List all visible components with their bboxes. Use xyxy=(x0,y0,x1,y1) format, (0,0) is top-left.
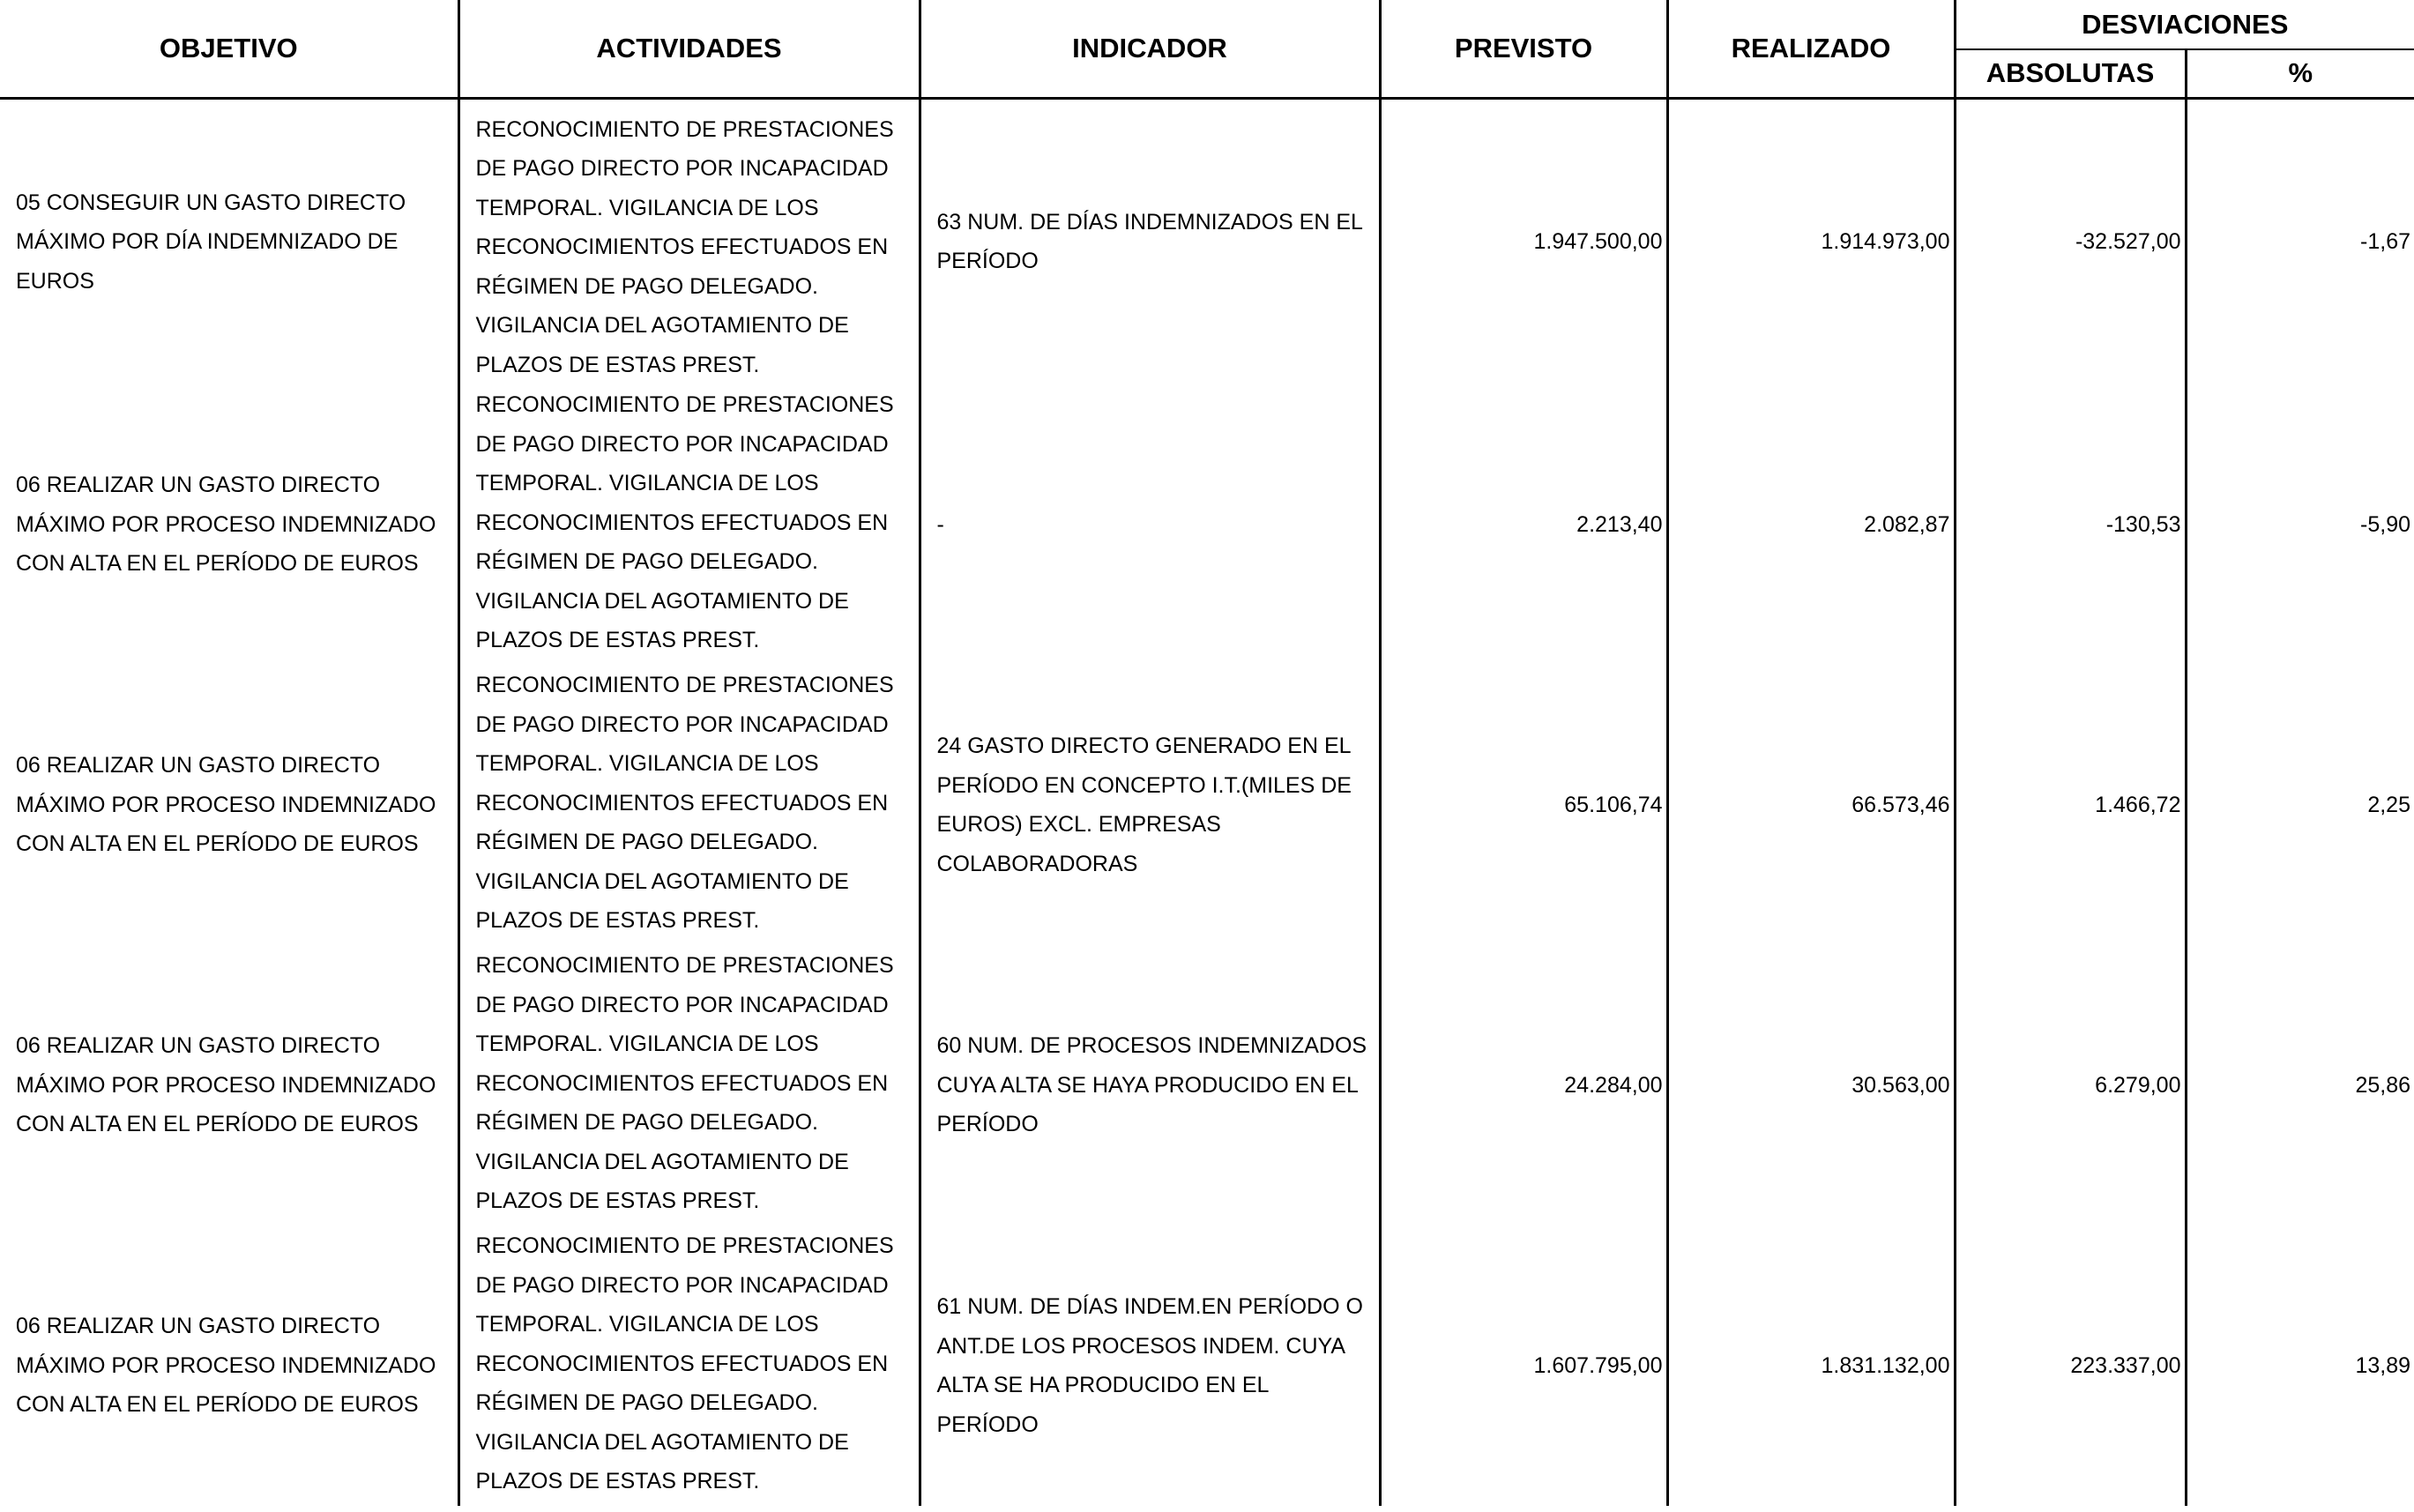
cell-objetivo-line: 05 CONSEGUIR UN GASTO DIRECTO xyxy=(16,190,406,215)
cell-objetivo-line: CON ALTA EN EL PERÍODO DE EUROS xyxy=(16,831,419,857)
cell-previsto: 65.106,74 xyxy=(1380,665,1667,945)
cell-absolutas: 6.279,00 xyxy=(1955,945,2186,1225)
cell-actividades-line: DE PAGO DIRECTO POR INCAPACIDAD xyxy=(475,156,889,181)
cell-indicador-line: ALTA SE HA PRODUCIDO EN EL PERÍODO xyxy=(936,1373,1269,1437)
cell-actividades-line: TEMPORAL. VIGILANCIA DE LOS xyxy=(475,471,819,495)
cell-objetivo xyxy=(0,945,458,1225)
cell-realizado: 66.573,46 xyxy=(1667,665,1955,945)
cell-actividades-line: RÉGIMEN DE PAGO DELEGADO. xyxy=(475,830,819,854)
cell-actividades-line: VIGILANCIA DEL AGOTAMIENTO DE xyxy=(475,868,849,894)
cell-actividades-line: PLAZOS DE ESTAS PREST. xyxy=(475,908,760,933)
cell-indicador xyxy=(920,665,1380,945)
cell-previsto: 1.947.500,00 xyxy=(1380,98,1667,384)
table-row xyxy=(0,665,2414,945)
cell-actividades-line: PLAZOS DE ESTAS PREST. xyxy=(475,628,760,652)
table-body xyxy=(0,98,2414,1506)
cell-objetivo-line: 06 REALIZAR UN GASTO DIRECTO xyxy=(16,473,381,498)
cell-objetivo-line: CON ALTA EN EL PERÍODO DE EUROS xyxy=(16,551,419,577)
cell-indicador-line: EUROS) EXCL. EMPRESAS xyxy=(936,812,1221,837)
cell-actividades-line: RÉGIMEN DE PAGO DELEGADO. xyxy=(475,549,819,574)
header-actividades: ACTIVIDADES xyxy=(458,0,920,98)
cell-absolutas: 223.337,00 xyxy=(1955,1225,2186,1506)
cell-actividades-line: DE PAGO DIRECTO POR INCAPACIDAD xyxy=(475,431,889,457)
cell-actividades-line: TEMPORAL. VIGILANCIA DE LOS xyxy=(475,1312,819,1337)
cell-actividades-line: TEMPORAL. VIGILANCIA DE LOS xyxy=(475,195,819,220)
header-indicador: INDICADOR xyxy=(920,0,1380,98)
header-realizado: REALIZADO xyxy=(1667,0,1955,98)
table-row xyxy=(0,1225,2414,1506)
cell-realizado: 1.914.973,00 xyxy=(1667,98,1955,384)
cell-actividades-line: RECONOCIMIENTO DE PRESTACIONES xyxy=(475,1233,894,1258)
cell-actividades xyxy=(458,945,920,1225)
cell-indicador-line: PERÍODO EN CONCEPTO I.T.(MILES DE xyxy=(936,772,1352,798)
cell-actividades-line: RECONOCIMIENTO DE PRESTACIONES xyxy=(475,392,894,417)
cell-objetivo xyxy=(0,665,458,945)
cell-previsto: 2.213,40 xyxy=(1380,384,1667,665)
cell-actividades-line: RECONOCIMIENTOS EFECTUADOS EN xyxy=(475,1070,889,1096)
cell-indicador-line: 24 GASTO DIRECTO GENERADO EN EL xyxy=(936,734,1352,758)
cell-indicador-line: PERÍODO xyxy=(936,1112,1039,1137)
cell-actividades-line: DE PAGO DIRECTO POR INCAPACIDAD xyxy=(475,1272,889,1298)
header-absolutas: ABSOLUTAS xyxy=(1955,49,2186,98)
cell-actividades-line: VIGILANCIA DEL AGOTAMIENTO DE xyxy=(475,1429,849,1455)
cell-indicador-line: 60 NUM. DE PROCESOS INDEMNIZADOS xyxy=(936,1033,1367,1059)
cell-actividades-line: VIGILANCIA DEL AGOTAMIENTO DE xyxy=(475,588,849,614)
cell-indicador-line: PERÍODO xyxy=(936,249,1039,274)
cell-absolutas: -130,53 xyxy=(1955,384,2186,665)
cell-previsto: 1.607.795,00 xyxy=(1380,1225,1667,1506)
cell-actividades-line: DE PAGO DIRECTO POR INCAPACIDAD xyxy=(475,711,889,737)
cell-actividades-line: DE PAGO DIRECTO POR INCAPACIDAD xyxy=(475,992,889,1017)
cell-porcentaje: -1,67 xyxy=(2186,98,2414,384)
header-desviaciones: DESVIACIONES xyxy=(1955,0,2414,49)
cell-objetivo-line: MÁXIMO POR PROCESO INDEMNIZADO xyxy=(16,1072,436,1098)
cell-porcentaje: -5,90 xyxy=(2186,384,2414,665)
cell-actividades-line: RECONOCIMIENTOS EFECTUADOS EN xyxy=(475,1351,889,1376)
cell-objetivo-line: MÁXIMO POR PROCESO INDEMNIZADO xyxy=(16,792,436,817)
cell-actividades-line: RECONOCIMIENTO DE PRESTACIONES xyxy=(475,673,894,697)
cell-realizado: 30.563,00 xyxy=(1667,945,1955,1225)
cell-actividades-line: RÉGIMEN DE PAGO DELEGADO. xyxy=(475,1110,819,1135)
cell-actividades-line: RECONOCIMIENTOS EFECTUADOS EN xyxy=(475,510,889,535)
cell-indicador-line: 61 NUM. DE DÍAS INDEM.EN PERÍODO O xyxy=(936,1294,1363,1319)
cell-absolutas: -32.527,00 xyxy=(1955,98,2186,384)
cell-actividades-line: VIGILANCIA DEL AGOTAMIENTO DE xyxy=(475,1149,849,1174)
cell-indicador xyxy=(920,384,1380,665)
table-row xyxy=(0,98,2414,384)
cell-indicador xyxy=(920,945,1380,1225)
cell-indicador-line: CUYA ALTA SE HAYA PRODUCIDO EN EL xyxy=(936,1072,1359,1098)
cell-actividades-line: TEMPORAL. VIGILANCIA DE LOS xyxy=(475,751,819,776)
cell-previsto: 24.284,00 xyxy=(1380,945,1667,1225)
cell-objetivo xyxy=(0,1225,458,1506)
cell-objetivo-line: MÁXIMO POR PROCESO INDEMNIZADO xyxy=(16,511,436,537)
cell-indicador-line: 63 NUM. DE DÍAS INDEMNIZADOS EN EL xyxy=(936,209,1363,235)
cell-indicador xyxy=(920,1225,1380,1506)
cell-objetivo xyxy=(0,98,458,384)
header-porcentaje: % xyxy=(2186,49,2414,98)
cell-actividades-line: PLAZOS DE ESTAS PREST. xyxy=(475,352,760,377)
table-row xyxy=(0,384,2414,665)
cell-objetivo-line: EUROS xyxy=(16,268,94,294)
header-objetivo: OBJETIVO xyxy=(0,0,458,98)
cell-indicador-line: ANT.DE LOS PROCESOS INDEM. CUYA xyxy=(936,1333,1346,1359)
cell-actividades xyxy=(458,384,920,665)
cell-actividades-line: RÉGIMEN DE PAGO DELEGADO. xyxy=(475,273,819,299)
cell-actividades-line: VIGILANCIA DEL AGOTAMIENTO DE xyxy=(475,313,849,338)
cell-actividades-line: RECONOCIMIENTOS EFECTUADOS EN xyxy=(475,790,889,816)
cell-actividades-line: PLAZOS DE ESTAS PREST. xyxy=(475,1469,760,1493)
table-row xyxy=(0,945,2414,1225)
cell-actividades-line: RECONOCIMIENTO DE PRESTACIONES xyxy=(475,116,894,142)
cell-actividades xyxy=(458,98,920,384)
cell-indicador-line: - xyxy=(936,511,944,537)
cell-objetivo-line: CON ALTA EN EL PERÍODO DE EUROS xyxy=(16,1112,419,1137)
cell-objetivo-line: MÁXIMO POR PROCESO INDEMNIZADO xyxy=(16,1352,436,1378)
cell-actividades-line: TEMPORAL. VIGILANCIA DE LOS xyxy=(475,1032,819,1056)
cell-porcentaje: 2,25 xyxy=(2186,665,2414,945)
cell-objetivo-line: 06 REALIZAR UN GASTO DIRECTO xyxy=(16,1033,381,1059)
cell-realizado: 1.831.132,00 xyxy=(1667,1225,1955,1506)
cell-actividades-line: RÉGIMEN DE PAGO DELEGADO. xyxy=(475,1390,819,1415)
cell-objetivo-line: MÁXIMO POR DÍA INDEMNIZADO DE xyxy=(16,229,399,254)
cell-actividades-line: RECONOCIMIENTOS EFECTUADOS EN xyxy=(475,235,889,259)
cell-actividades-line: RECONOCIMIENTO DE PRESTACIONES xyxy=(475,953,894,978)
cell-porcentaje: 13,89 xyxy=(2186,1225,2414,1506)
cell-objetivo-line: 06 REALIZAR UN GASTO DIRECTO xyxy=(16,1314,381,1339)
header-previsto: PREVISTO xyxy=(1380,0,1667,98)
cell-objetivo-line: CON ALTA EN EL PERÍODO DE EUROS xyxy=(16,1392,419,1418)
cell-actividades-line: PLAZOS DE ESTAS PREST. xyxy=(475,1188,760,1213)
cell-objetivo-line: 06 REALIZAR UN GASTO DIRECTO xyxy=(16,753,381,778)
cell-indicador-line: COLABORADORAS xyxy=(936,851,1138,876)
cell-actividades xyxy=(458,1225,920,1506)
cell-absolutas: 1.466,72 xyxy=(1955,665,2186,945)
cell-indicador xyxy=(920,98,1380,384)
cell-actividades xyxy=(458,665,920,945)
cell-realizado: 2.082,87 xyxy=(1667,384,1955,665)
cell-porcentaje: 25,86 xyxy=(2186,945,2414,1225)
cell-objetivo xyxy=(0,384,458,665)
